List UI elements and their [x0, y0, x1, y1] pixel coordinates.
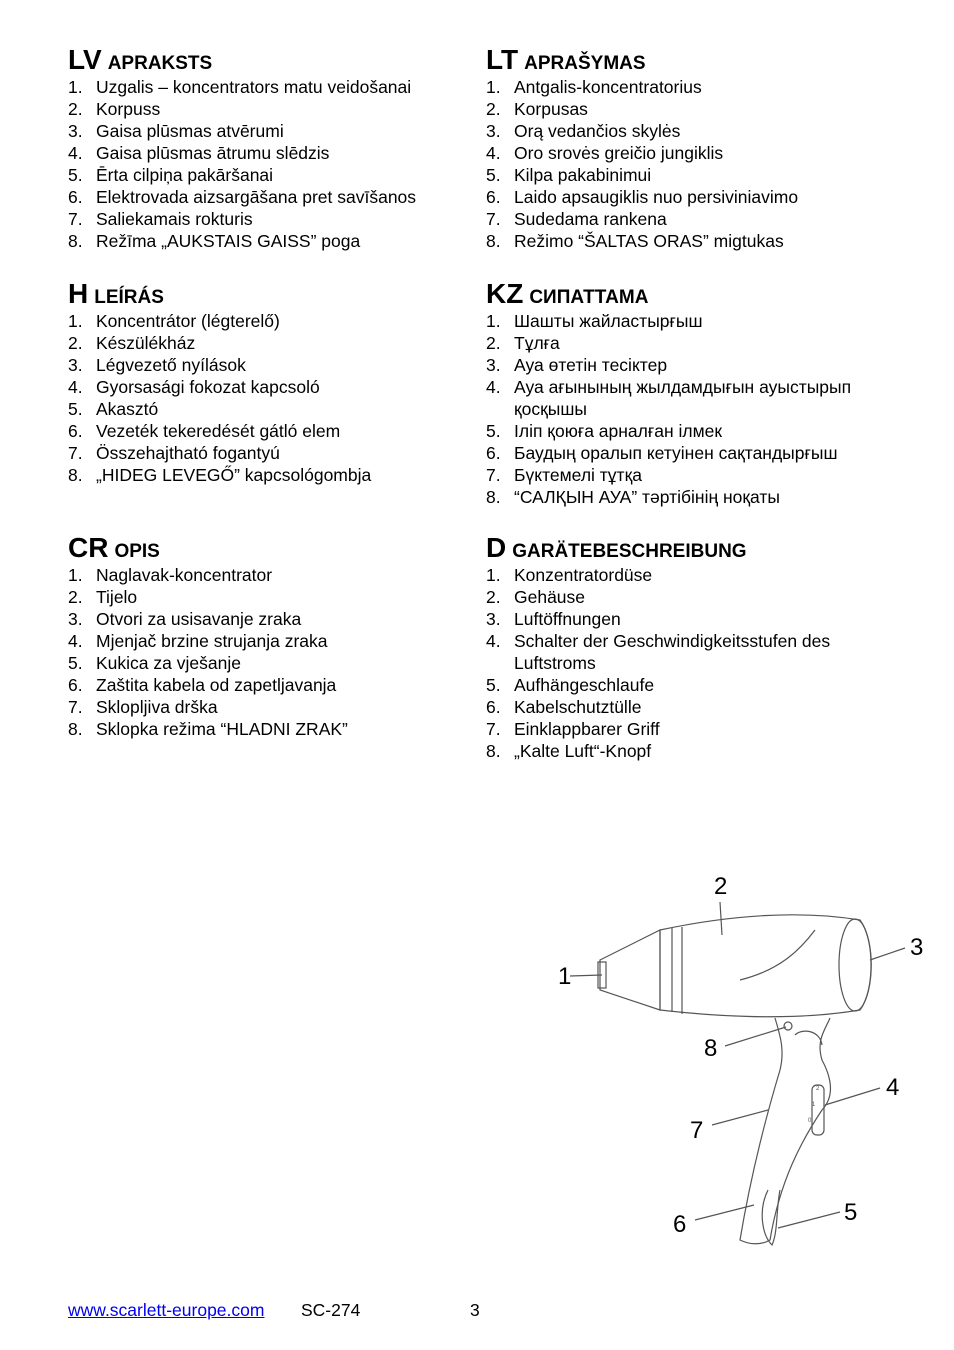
item-text: Koncentrátor (légterelő) [96, 311, 280, 331]
list-item [486, 608, 896, 630]
item-text: Konzentratordüse [514, 565, 653, 585]
item-text: Gyorsasági fokozat kapcsoló [96, 377, 320, 397]
list-item [486, 354, 896, 376]
item-number: 8. [68, 231, 83, 251]
parts-list [486, 564, 896, 762]
item-number: 7. [68, 697, 83, 717]
section-name: APRAKSTS [107, 53, 213, 74]
list-item [68, 398, 478, 420]
switch-mark-1: 1 [812, 1102, 816, 1108]
item-number: 6. [486, 697, 501, 717]
item-number: 5. [486, 421, 501, 441]
list-item [486, 564, 896, 586]
item-number: 4. [68, 143, 83, 163]
hair-dryer-diagram [540, 860, 940, 1260]
item-text: Tijelo [96, 587, 138, 607]
item-number: 7. [486, 719, 501, 739]
list-item [486, 674, 896, 696]
item-text: Elektrovada aizsargāšana pret savīšanos [96, 187, 417, 207]
parts-list [68, 310, 478, 486]
item-text: Saliekamais rokturis [96, 209, 253, 229]
callout-line-2 [720, 902, 722, 935]
list-item [68, 76, 478, 98]
item-text: Ērta cilpiņa pakāršanai [96, 165, 274, 185]
section-title-lv [68, 44, 478, 76]
callout-line-1 [570, 975, 602, 976]
list-item [486, 332, 896, 354]
callout-label-7: 7 [690, 1117, 704, 1144]
item-number: 3. [68, 609, 83, 629]
list-item [486, 208, 896, 230]
item-text: Schalter der Geschwindigkeitsstufen des Luftstroms [514, 631, 831, 673]
item-text: Otvori za usisavanje zraka [96, 609, 302, 629]
item-text: Režīma „AUKSTAIS GAISS” poga [96, 231, 361, 251]
item-text: Gehäuse [514, 587, 586, 607]
cool-air-button [784, 1022, 792, 1030]
list-item [68, 142, 478, 164]
list-item [486, 98, 896, 120]
list-item [68, 310, 478, 332]
list-item [486, 76, 896, 98]
list-item [486, 120, 896, 142]
item-text: Légvezető nyílások [96, 355, 246, 375]
item-text: Luftöffnungen [514, 609, 621, 629]
item-text: Sudedama rankena [514, 209, 667, 229]
section-title-kz [486, 278, 896, 310]
item-number: 3. [486, 355, 501, 375]
callout-line-5 [778, 1212, 840, 1228]
item-number: 1. [68, 311, 83, 331]
item-number: 2. [486, 333, 501, 353]
list-item [68, 564, 478, 586]
item-text: Orą vedančios skylės [514, 121, 681, 141]
item-number: 7. [68, 209, 83, 229]
item-text: Sklopljiva drška [96, 697, 218, 717]
item-number: 1. [68, 565, 83, 585]
list-item [486, 586, 896, 608]
item-number: 7. [486, 209, 501, 229]
item-number: 6. [486, 443, 501, 463]
list-item [68, 208, 478, 230]
list-item [486, 376, 896, 420]
list-item [486, 630, 896, 674]
item-number: 4. [68, 377, 83, 397]
item-text: Oro srovės greičio jungiklis [514, 143, 724, 163]
item-number: 5. [486, 675, 501, 695]
callout-line-8 [725, 1027, 786, 1046]
item-number: 5. [68, 653, 83, 673]
section-title-lt [486, 44, 896, 76]
list-item [68, 186, 478, 208]
item-number: 5. [486, 165, 501, 185]
switch-mark-2: 2 [816, 1086, 820, 1092]
item-number: 6. [68, 675, 83, 695]
footer-url [68, 1299, 264, 1321]
item-text: Бүктемелі тұтқа [514, 465, 642, 485]
item-number: 8. [486, 487, 501, 507]
item-text: Režimo “ŠALTAS ORAS” migtukas [514, 231, 784, 251]
section-name: APRAŠYMAS [524, 53, 646, 74]
list-item [486, 442, 896, 464]
item-text: Korpusas [514, 99, 588, 119]
item-number: 1. [68, 77, 83, 97]
item-text: Készülékház [96, 333, 196, 353]
list-item [486, 230, 896, 252]
section-name: СИПАТТАМА [529, 287, 649, 308]
section-code: LT [486, 44, 519, 75]
section-title-h [68, 278, 478, 310]
list-item [486, 486, 896, 508]
parts-list [486, 76, 896, 252]
item-text: Uzgalis – koncentrators matu veidošanai [96, 77, 412, 97]
item-text: Kilpa pakabinimui [514, 165, 652, 185]
callout-label-5: 5 [844, 1199, 858, 1226]
item-number: 1. [486, 565, 501, 585]
list-item [68, 652, 478, 674]
item-number: 4. [68, 631, 83, 651]
item-number: 5. [68, 165, 83, 185]
list-item [486, 310, 896, 332]
list-item [68, 464, 478, 486]
model-number: SC-274 [301, 1300, 361, 1320]
item-number: 6. [68, 421, 83, 441]
item-text: Kukica za vješanje [96, 653, 241, 673]
item-number: 2. [486, 99, 501, 119]
item-number: 6. [486, 187, 501, 207]
section-cr [68, 532, 478, 740]
item-number: 8. [68, 465, 83, 485]
item-number: 4. [486, 631, 501, 651]
section-name: LEÍRÁS [94, 287, 164, 308]
list-item [68, 420, 478, 442]
item-number: 1. [486, 77, 501, 97]
page-number: 3 [470, 1300, 480, 1320]
item-text: Іліп қоюға арналған ілмек [514, 421, 723, 441]
item-text: Gaisa plūsmas ātrumu slēdzis [96, 143, 330, 163]
item-text: Kabelschutztülle [514, 697, 642, 717]
list-item [486, 464, 896, 486]
section-code: H [68, 278, 89, 309]
section-lt [486, 44, 896, 252]
section-title-cr [68, 532, 478, 564]
callout-line-7 [712, 1110, 768, 1125]
list-item [68, 608, 478, 630]
body-contour [740, 930, 815, 980]
item-number: 2. [68, 333, 83, 353]
list-item [68, 230, 478, 252]
callout-line-3 [870, 948, 905, 960]
item-number: 7. [486, 465, 501, 485]
list-item [68, 376, 478, 398]
item-text: Összehajtható fogantyú [96, 443, 280, 463]
item-number: 3. [486, 121, 501, 141]
item-text: „Kalte Luft“-Knopf [514, 741, 652, 761]
item-number: 8. [486, 231, 501, 251]
section-code: CR [68, 532, 109, 563]
item-number: 2. [68, 99, 83, 119]
parts-list [68, 76, 478, 252]
item-text: Sklopka režima “HLADNI ZRAK” [96, 719, 348, 739]
section-name: GARÄTEBESCHREIBUNG [512, 541, 747, 562]
item-text: Vezeték tekeredését gátló elem [96, 421, 341, 441]
item-number: 4. [486, 377, 501, 397]
item-text: Akasztó [96, 399, 159, 419]
callout-label-8: 8 [704, 1035, 718, 1062]
list-item [68, 630, 478, 652]
item-number: 2. [68, 587, 83, 607]
item-text: Тұлға [514, 333, 560, 353]
item-text: Korpuss [96, 99, 161, 119]
item-number: 4. [486, 143, 501, 163]
item-number: 7. [68, 443, 83, 463]
item-text: Laido apsaugiklis nuo persiviniavimo [514, 187, 799, 207]
callout-label-6: 6 [673, 1211, 687, 1238]
list-item [486, 186, 896, 208]
item-text: Ауа ағынының жылдамдығын ауыстырып қосқышы [514, 377, 852, 419]
item-text: Mjenjač brzine strujanja zraka [96, 631, 328, 651]
list-item [486, 420, 896, 442]
item-number: 5. [68, 399, 83, 419]
section-code: D [486, 532, 507, 563]
list-item [486, 164, 896, 186]
list-item [486, 740, 896, 762]
parts-list [68, 564, 478, 740]
item-number: 3. [68, 355, 83, 375]
dryer-handle [740, 1018, 830, 1244]
section-name: OPIS [114, 541, 160, 562]
list-item [68, 586, 478, 608]
switch-mark-0: 0 [808, 1118, 812, 1124]
section-lv [68, 44, 478, 252]
section-code: KZ [486, 278, 524, 309]
list-item [68, 120, 478, 142]
item-text: Aufhängeschlaufe [514, 675, 655, 695]
callout-label-1: 1 [558, 963, 572, 990]
air-inlet-cap [839, 919, 871, 1011]
item-text: „HIDEG LEVEGŐ” kapcsológombja [96, 465, 372, 485]
list-item [68, 354, 478, 376]
item-number: 6. [68, 187, 83, 207]
section-title-d [486, 532, 896, 564]
callout-line-4 [825, 1088, 880, 1105]
item-number: 3. [486, 609, 501, 629]
callout-label-3: 3 [910, 934, 924, 961]
item-text: “САЛҚЫН АУА” тәртібінің ноқаты [514, 487, 781, 507]
callout-label-4: 4 [886, 1074, 900, 1101]
list-item [68, 696, 478, 718]
item-text: Баудың оралып кетуінен сақтандырғыш [514, 443, 838, 463]
nozzle-outline [600, 930, 660, 1010]
section-code: LV [68, 44, 102, 75]
item-number: 1. [486, 311, 501, 331]
section-d [486, 532, 896, 762]
item-text: Einklappbarer Griff [514, 719, 660, 739]
item-text: Ауа өтетін тесіктер [514, 355, 668, 375]
item-text: Шашты жайластырғыш [514, 311, 703, 331]
item-text: Zaštita kabela od zapetljavanja [96, 675, 337, 695]
item-text: Gaisa plūsmas atvērumi [96, 121, 284, 141]
item-number: 3. [68, 121, 83, 141]
hang-notch [795, 1031, 822, 1045]
item-text: Antgalis-koncentratorius [514, 77, 702, 97]
website-link[interactable]: www.scarlett-europe.com [68, 1300, 265, 1320]
list-item [68, 332, 478, 354]
item-number: 8. [486, 741, 501, 761]
list-item [486, 696, 896, 718]
list-item [68, 98, 478, 120]
item-number: 8. [68, 719, 83, 739]
item-text: Naglavak-koncentrator [96, 565, 273, 585]
section-kz [486, 278, 896, 508]
list-item [68, 718, 478, 740]
list-item [486, 718, 896, 740]
parts-list [486, 310, 896, 508]
list-item [486, 142, 896, 164]
list-item [68, 442, 478, 464]
list-item [68, 164, 478, 186]
section-h [68, 278, 478, 486]
item-number: 2. [486, 587, 501, 607]
list-item [68, 674, 478, 696]
callout-label-2: 2 [714, 873, 728, 900]
